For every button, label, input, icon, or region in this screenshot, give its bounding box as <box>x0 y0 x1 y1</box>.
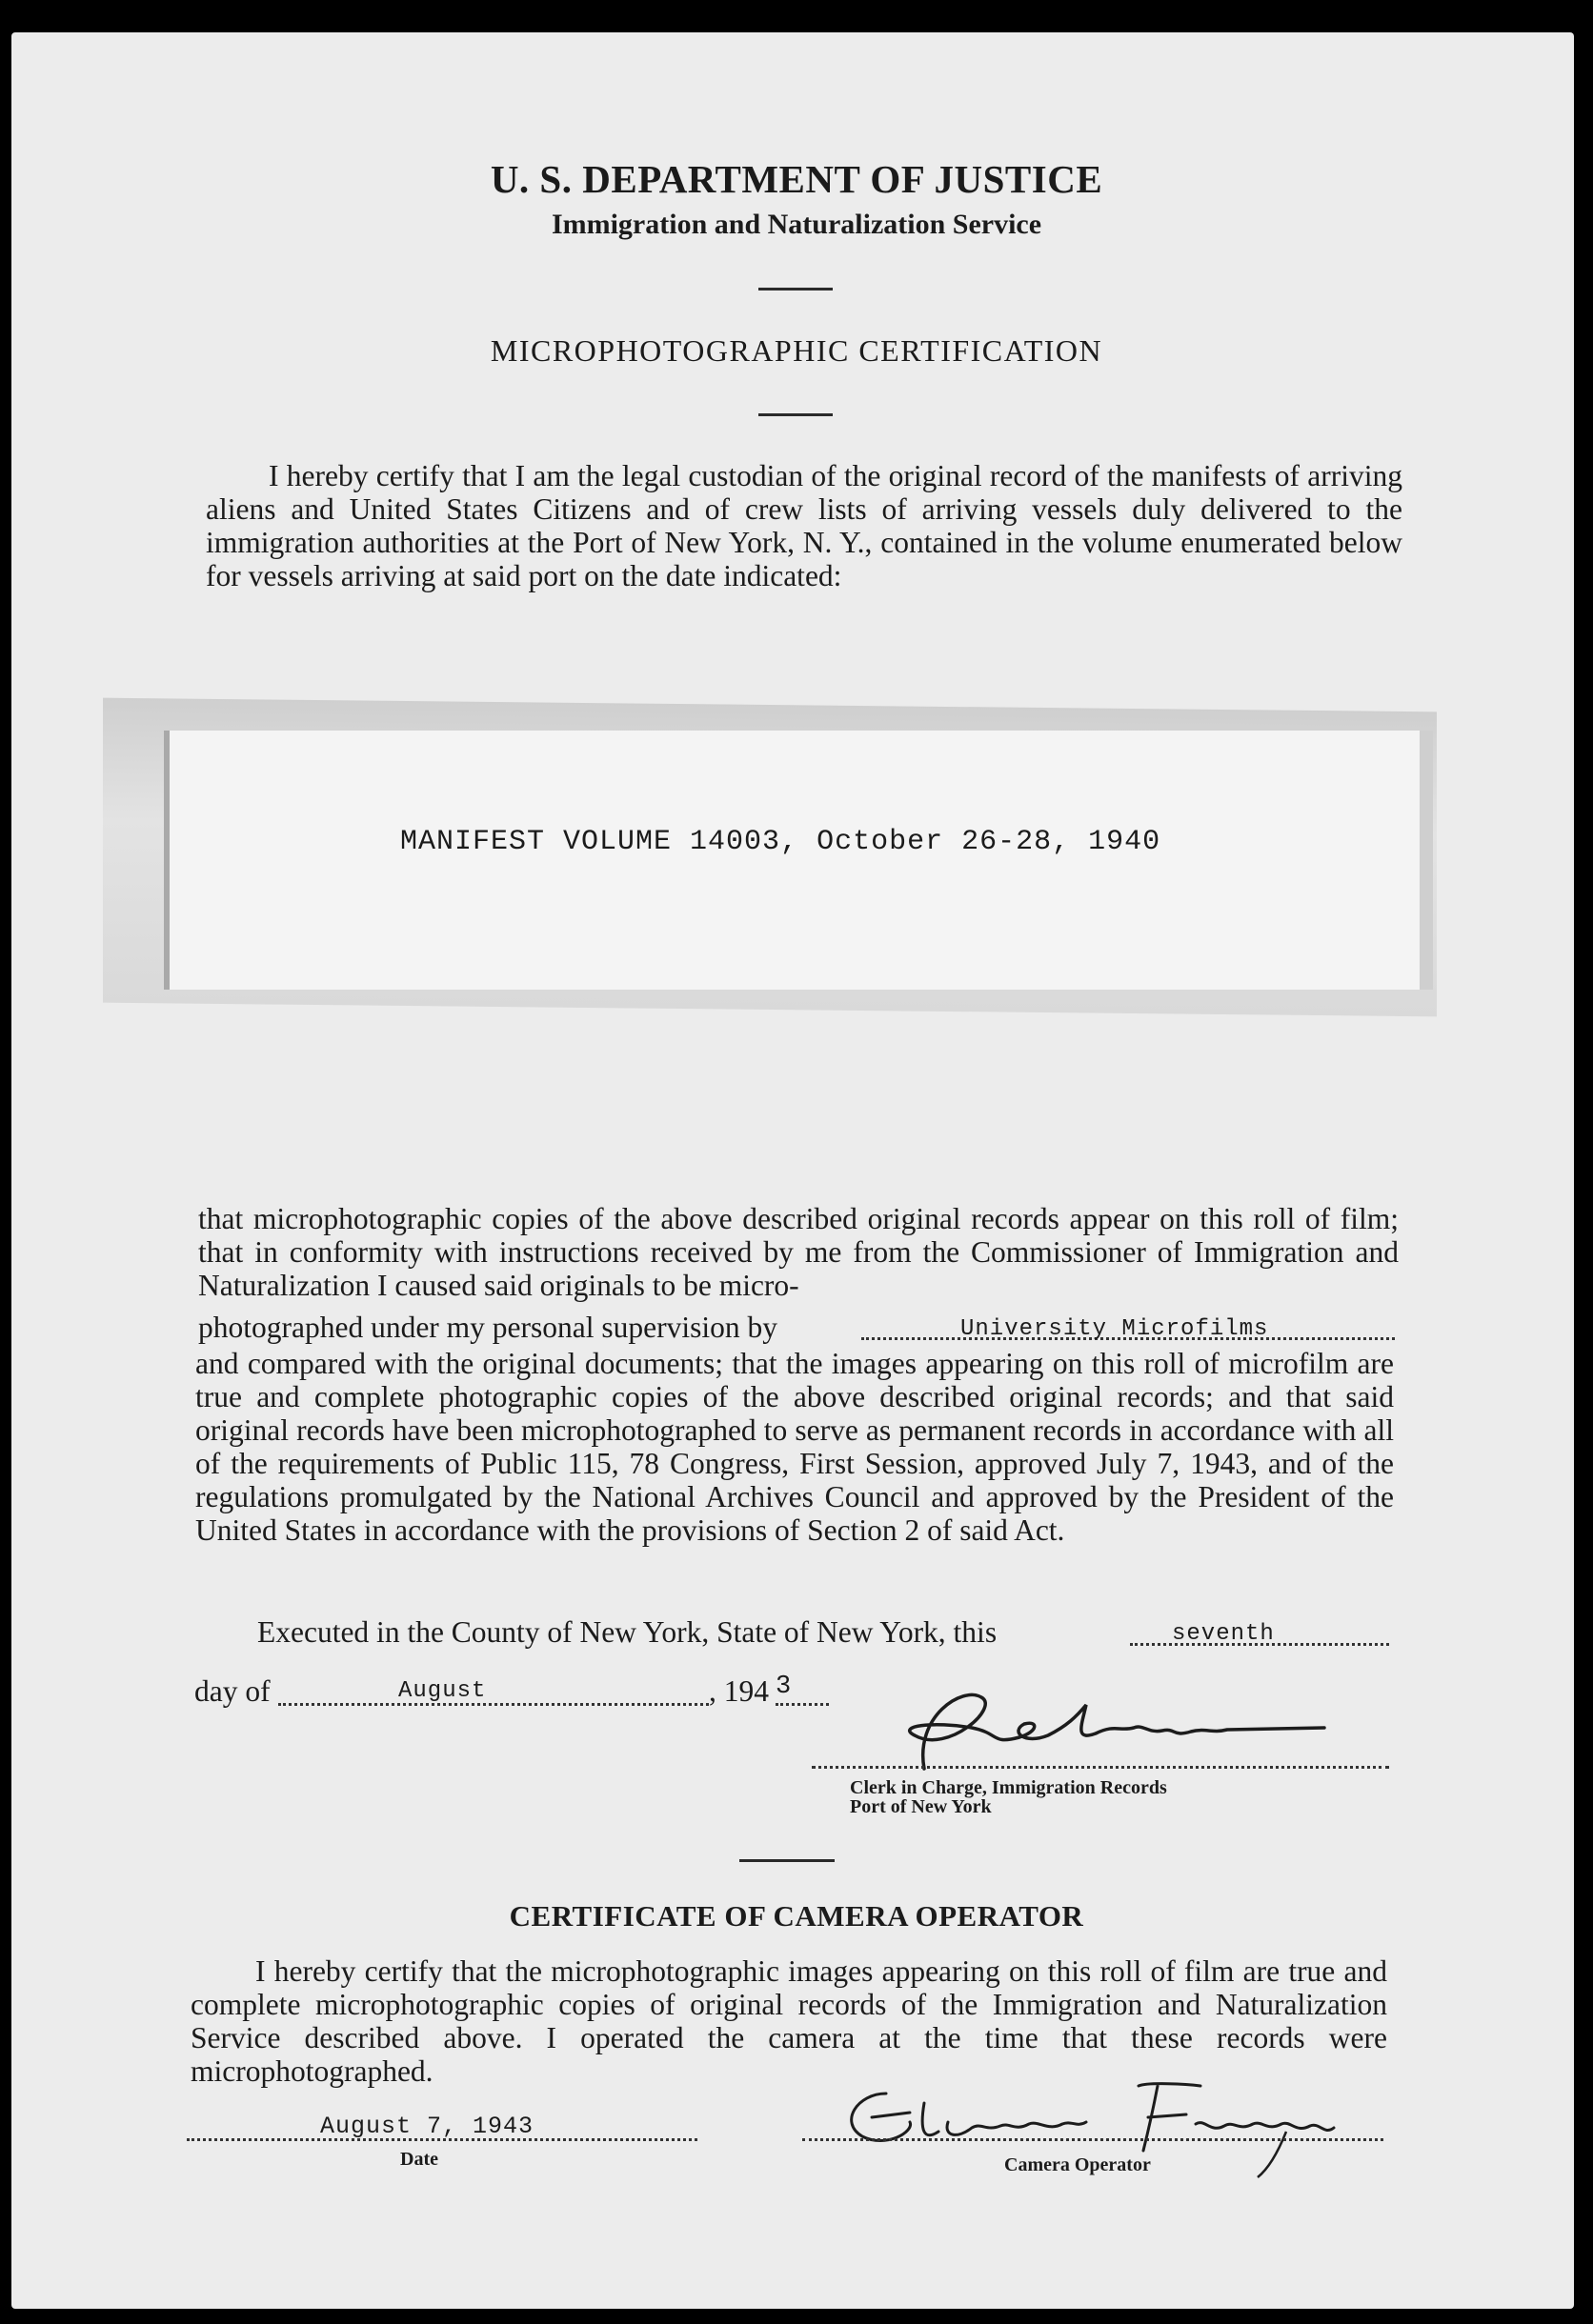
body-line1: that microphotographic copies of the above described original records appear on this roll of film; that in conformity with instructions received by me from the Commissioner of Immigration and Naturalization I caused said originals to be micro- <box>198 1202 1399 1302</box>
month-dotted-line <box>278 1703 709 1706</box>
body-paragraph <box>198 1202 1399 1302</box>
clerk-title: Clerk in Charge, Immigration Records <box>850 1777 1167 1798</box>
body-rest <box>195 1347 1394 1547</box>
day-word: seventh <box>1172 1621 1275 1647</box>
executed-prefix: Executed in the County of New York, State of New York, this <box>257 1615 998 1649</box>
clerk-office: Port of New York <box>850 1796 992 1817</box>
executed-line <box>257 1615 997 1650</box>
month-value: August <box>398 1678 487 1704</box>
manifest-slip <box>164 731 1433 990</box>
divider-bottom <box>739 1859 835 1862</box>
camera-text: I hereby certify that the microphotographic images appearing on this roll of film are true and complete microphotographic copies of original records of the Immigration and Naturalization Service described above. I operated the camera at the time that these records were microphotographed. <box>191 1954 1387 2088</box>
body-rest-text: and compared with the original documents; that the images appearing on this roll of microfilm are true and complete photographic copies of the above described original records; and that said original records have been microphotographed to serve as permanent records in accordance with all of the requirements of Public 115, 78 Congress, First Session, approved July 7, 1943, and of the regulations promulgated by the National Archives Council and approved by the President of the United States in accordance with the provisions of Section 2 of said Act. <box>195 1347 1394 1547</box>
camera-heading: CERTIFICATE OF CAMERA OPERATOR <box>509 1899 1084 1933</box>
date-value: August 7, 1943 <box>320 2113 534 2140</box>
operator-signature-line <box>802 2138 1383 2141</box>
divider-mid <box>758 413 833 416</box>
year-prefix: , 194 <box>709 1674 769 1708</box>
manifest-label: MANIFEST VOLUME 14003, October 26-28, 1940 <box>400 826 1161 858</box>
date-label: Date <box>400 2149 438 2170</box>
supervision-line <box>198 1311 777 1344</box>
department-title: U. S. DEPARTMENT OF JUSTICE <box>490 157 1103 201</box>
supervision-prefix: photographed under my personal supervision by <box>198 1311 778 1344</box>
day-of-label: day of <box>194 1674 271 1708</box>
certification-heading: MICROPHOTOGRAPHIC CERTIFICATION <box>490 333 1103 368</box>
clerk-signature-line <box>812 1766 1389 1769</box>
service-subtitle: Immigration and Naturalization Service <box>551 209 1042 240</box>
year-dotted-line <box>776 1703 829 1706</box>
operator-company: University Microfilms <box>960 1316 1269 1342</box>
intro-paragraph <box>206 459 1402 592</box>
divider-top <box>758 288 833 290</box>
year-digit: 3 <box>776 1673 793 1701</box>
intro-text: I hereby certify that I am the legal custodian of the original record of the manifests of arriving aliens and United States Citizens and of crew lists of arriving vessels duly delivered to the immigration authorities at the Port of New York, N. Y., contained in the volume enumerated below for vessels arriving at said port on the date indicated: <box>206 459 1402 592</box>
operator-label: Camera Operator <box>1004 2154 1151 2175</box>
